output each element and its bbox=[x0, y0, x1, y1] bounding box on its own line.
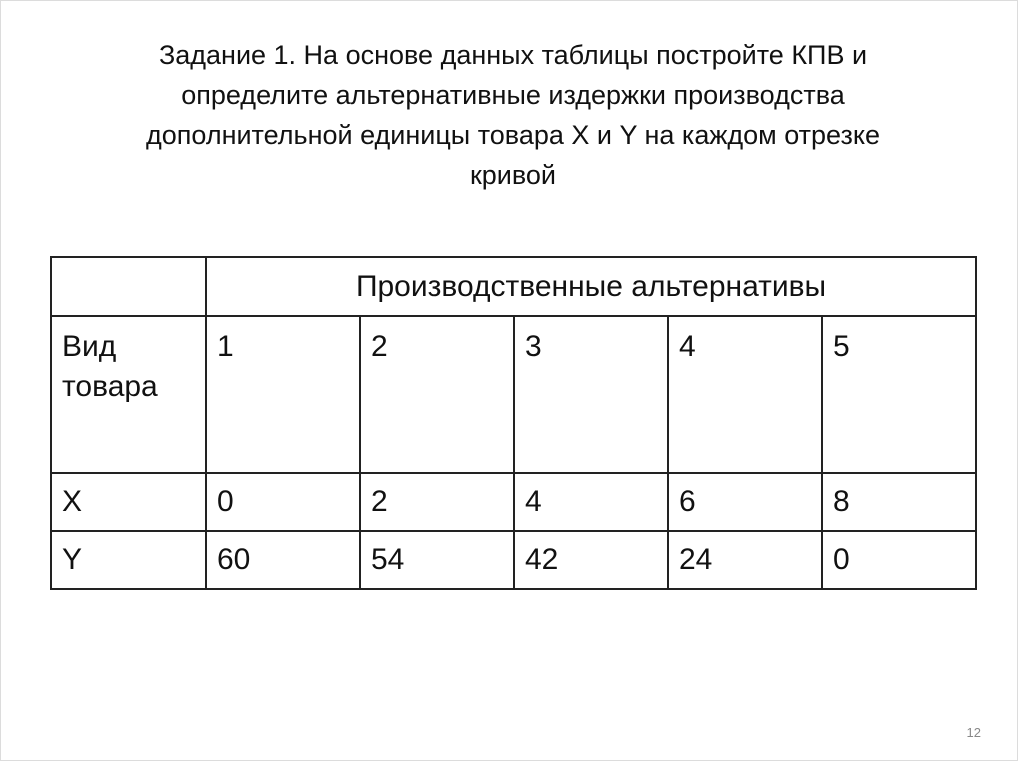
row-label-cell: X bbox=[51, 473, 206, 531]
table-cell: 54 bbox=[360, 531, 514, 589]
table-cell: 0 bbox=[822, 531, 976, 589]
table-cell: 4 bbox=[514, 473, 668, 531]
table-cell: 42 bbox=[514, 531, 668, 589]
slide-number: 12 bbox=[966, 725, 981, 740]
table-row-y bbox=[51, 531, 976, 589]
table-cell: 60 bbox=[206, 531, 360, 589]
table-cell: 3 bbox=[514, 316, 668, 473]
table-row-alternative-number bbox=[51, 316, 976, 473]
table-cell: 6 bbox=[668, 473, 822, 531]
table-cell: 5 bbox=[822, 316, 976, 473]
table-cell: 2 bbox=[360, 473, 514, 531]
production-alternatives-table bbox=[50, 256, 977, 590]
table-cell: 0 bbox=[206, 473, 360, 531]
empty-corner-cell bbox=[51, 257, 206, 316]
table-header-row bbox=[51, 257, 976, 316]
title-line: дополнительной единицы товара X и Y на каждом отрезке bbox=[146, 120, 880, 150]
table-cell: 1 bbox=[206, 316, 360, 473]
task-title bbox=[41, 35, 985, 195]
row-label-cell: Вид товара bbox=[51, 316, 206, 473]
title-line: кривой bbox=[469, 160, 557, 190]
table-cell: 24 bbox=[668, 531, 822, 589]
table-cell: 8 bbox=[822, 473, 976, 531]
title-line: определите альтернативные издержки производства bbox=[181, 80, 845, 110]
table-row-x bbox=[51, 473, 976, 531]
table-cell: 2 bbox=[360, 316, 514, 473]
table-cell: 4 bbox=[668, 316, 822, 473]
title-line: Задание 1. На основе данных таблицы постройте КПВ и bbox=[158, 40, 868, 70]
table-header-cell: Производственные альтернативы bbox=[206, 257, 976, 316]
row-label-cell: Y bbox=[51, 531, 206, 589]
